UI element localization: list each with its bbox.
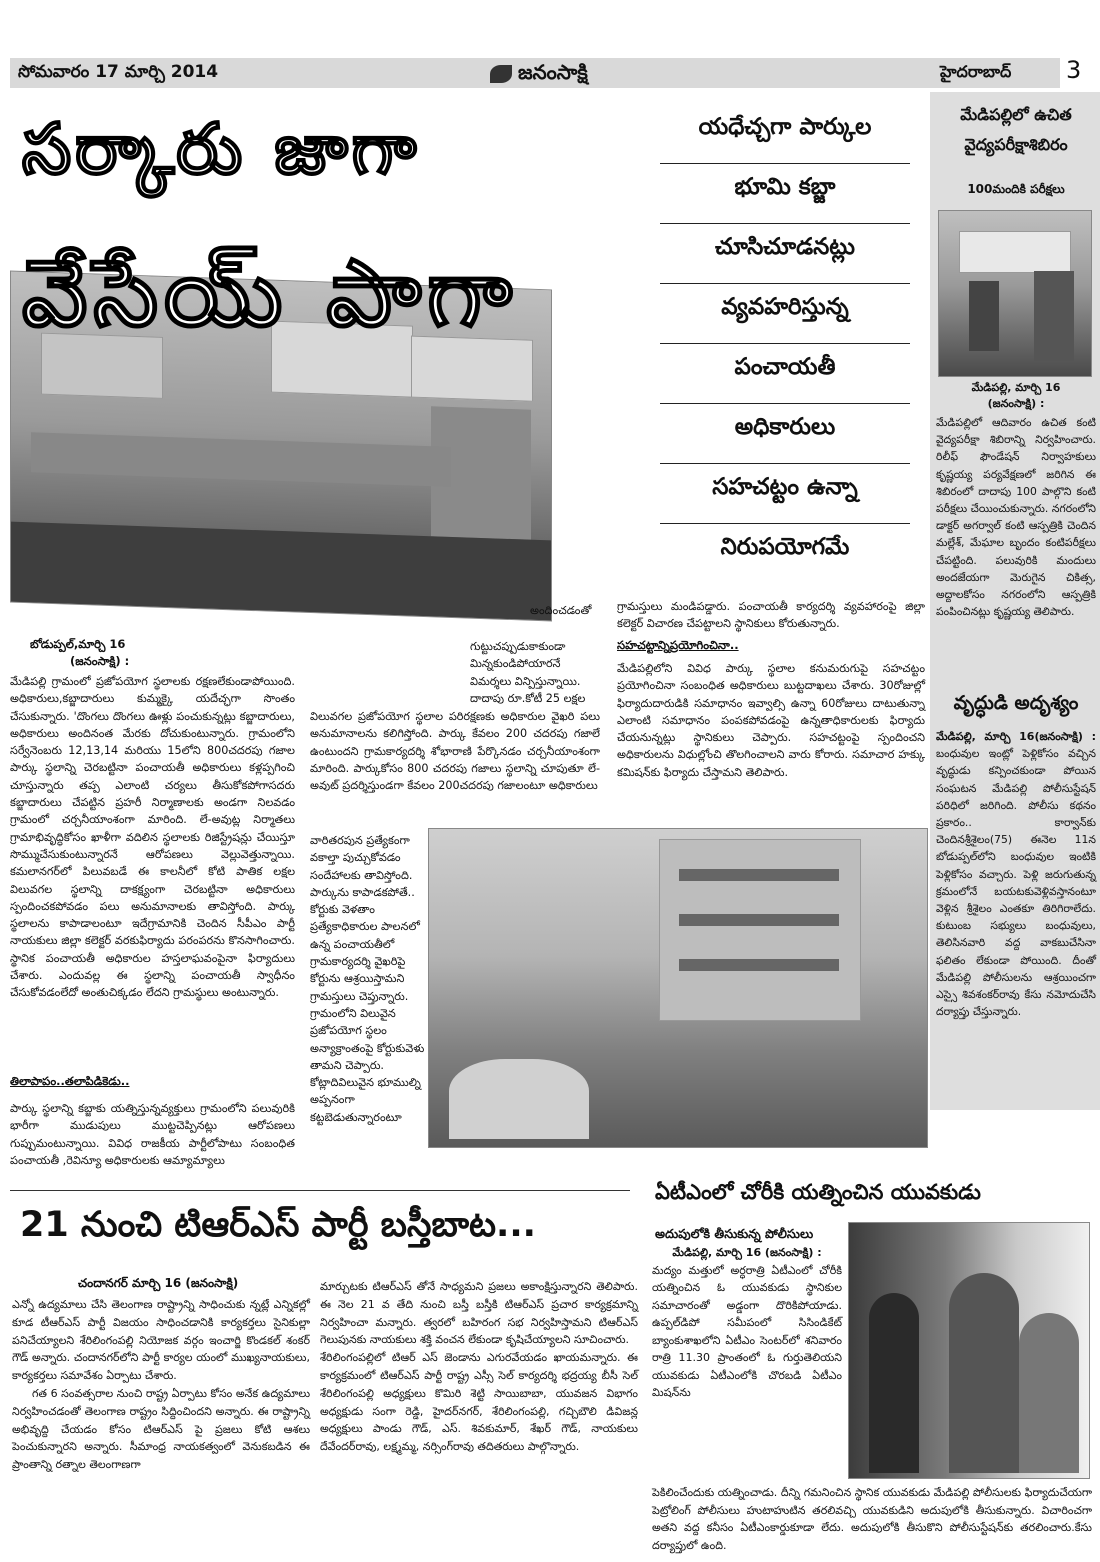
main-story-col2: విలువగల ప్రజోపయోగ స్థలాల పరిరక్షణకు అధికారుల వైఖరి పలు అనుమానాలను కలిగిస్తోంది. పార్కు కేవలం 200 చదరపు గజాలే ఉంటుందని గ్రామకార్యదర్శి శోభారాణి పేర్కొనడం చర్చనీయాంశంగా మారింది. పార్కుకోసం 800 చదరపు గజాలు స్థలాన్ని చూపుతూ లే-అవుట్ ప్రదర్శిస్తుండగా కేవలం 200చదరపు గజాలంటూ అధికారులు — [310, 710, 600, 793]
sidebar-dateline: మేడిపల్లి, మార్చి 16 (జనంసాక్షి) : — [971, 381, 1061, 410]
medical-camp-photo — [938, 210, 1092, 377]
atm-full-width-text: పెకిలించేందుకు యత్నించాడు. దీన్ని గమనించిన స్థానిక యువకుడు మేడిపల్లి పోలీసులకు ఫిర్యాదుచేయగా పెట్రోలింగ్ పోలీసులు హుటాహుటిన తరలివచ్చి యువకుడిని అదుపులోకి తీసుకున్నారు. విచారించగా అతని వద్ద కనీసం ఏటీఎంకార్డుకూడా లేదు. అదుపులోకి తీసుకొని పోలీసుస్టేషన్‌కు తరలించారు.కేసు దర్యాప్తులో ఉంది. — [652, 1486, 1092, 1552]
atm-police-photo — [848, 1222, 1090, 1479]
trs-col1: ఎన్నో ఉద్యమాలు చేసి తెలంగాణ రాష్ట్రాన్ని సాధించుకు న్నట్లే ఎన్నికల్లో కూడ టీఆర్‌ఎస్ పార్టీ విజయం సాధించడానికి కార్యకర్తలు సైనికుల్లా పనిచేయ్యాలని శేరిలింగంపల్లి నియోజక వర్గం ఇంచార్జి కొండకల్ శంకర్ గౌడ్ అన్నారు. చందానగర్‌లోని పార్టీ కార్యల యంలో ముఖ్యనాయకులు, కార్యకర్తలు సమావేశం ఏర్పాటు చేశారు. గత 6 సంవత్సరాల నుంచి రాష్ట్ర ఏర్పాటు కోసం అనేక ఉద్యమాలు నిర్వహించడంతో తెలంగాణ రాష్ట్రం సిద్దించిందని అన్నారు. ఈ రాష్ట్రాన్ని అభివృద్ది చేయడం కోసం టిఆర్‌ఎస్ పై ప్రజలు కోటి ఆశలు పెంచుకున్నారని అన్నారు. సీమాంధ్ర నాయకత్వంలో వెనుకబడిన ఈ ప్రాంతాన్ని రత్నాల తెలంగాణగా — [12, 1298, 310, 1472]
main-story-dateline: బోడుప్పల్,మార్చి 16 (జనంసాక్షి) : — [30, 637, 130, 668]
sidebar-story2-body: మేడిపల్లి, మార్చి 16(జనంసాక్షి) : బంధువుల ఇంట్లో పెళ్లికోసం వచ్చిన వృద్ధుడు కన్పించకుండా పోయిన సంఘటన మేడిపల్లి పోలీసుస్టేషన్ పరిధిలో జరిగింది. పోలీసు కథనం ప్రకారం.. కార్వాన్‌కు చెందినశ్రీశైలం(75) ఈనెల 11న బోడుప్పల్‌లోని బంధువుల ఇంటికి పెళ్లికోసం వచ్చారు. పెళ్లి జరుగుతున్న క్రమంలోనే బయటకువెళ్లివస్తానంటూ వెళ్లిన శ్రీశైలం ఎంతకూ తిరిగిరాలేదు. కుటుంబ సభ్యులు బంధువులు, తెలిసినవారి వద్ద వాకబుచేసినా ఫలితం లేకుండా పోయింది. దీంతో మేడిపల్లి పోలీసులను ఆశ్రయించగా ఎస్సై శివశంకర్‌రావు కేసు నమోదుచేసి దర్యాప్తు చేస్తున్నారు. — [936, 730, 1096, 1019]
subheading-list — [640, 104, 930, 583]
subhead-item: భూమి కబ్జా — [660, 164, 910, 224]
subhead-item: చూసిచూడనట్లు — [660, 224, 910, 284]
main-headline-line2: వేసేయ్ పాగా — [22, 240, 518, 347]
floating-text-b: గుట్టుచప్పుడుకాకుండా మిన్నకుండిపోయారనే విమర్శలు విన్పిస్తున్నాయి. దాదాపు రూ.కోటీ 25 లక్షల — [470, 640, 586, 705]
subhead-rti: సహచట్టాన్నిప్రయోగించినా.. — [617, 638, 739, 652]
subhead-item: నిరుపయోగమే — [720, 534, 850, 560]
trs-dateline: చందానగర్ మార్చి 16 (జనంసాక్షి) — [78, 1276, 239, 1290]
main-headline-line1: సర్కారు జాగా — [22, 108, 421, 190]
issue-date: సోమవారం 17 మార్చి 2014 — [18, 62, 219, 82]
subhead-item: సహచట్టం ఉన్నా — [660, 464, 910, 524]
subhead-item: పంచాయతీ — [660, 344, 910, 404]
leaf-icon — [490, 65, 512, 83]
section-divider — [10, 1190, 630, 1191]
subhead-tilapapam: తిలాపాపం..తలాపిడికెడు.. — [10, 1074, 130, 1088]
main-story-col3: గ్రామస్తులు మండిపడ్డారు. పంచాయతీ కార్యదర్శి వ్యవహారంపై జిల్లా కలెక్టర్ విచారణ చేపట్టాలని స్థానికులు కోరుతున్నారు. — [617, 600, 925, 631]
subhead-item: యధేచ్చగా పార్కుల — [660, 104, 910, 164]
main-story-col1: మేడిపల్లి గ్రామంలో ప్రజోపయోగ స్థలాలకు రక్షణలేకుండాపోయింది. అధికారులు,కబ్జాదారులు కుమ్మక్కై యదేచ్ఛగా సొంతం చేసుకున్నారు. 'దొంగలు దొంగలు ఊళ్లు పంచుకున్నట్లు కబ్జాదారులు, అధికారులు అందినంత మేరకు దోచుకుంటున్నారు. గ్రామంలోని సర్వేనెంబరు 12,13,14 మరియు 15లోని 800చదరపు గజాల పార్కు స్థలాన్ని చెరబట్టినా పంచాయతీ అధికారులు కళ్లప్పగించి చూస్తున్నారు తప్ప ఎలాంటి చర్యలు తీసుకోకపోగాసదరు కబ్జాదారులు చేపట్టిన ప్రహరీ నిర్మాణాలకు అండగా నిలవడం గ్రామంలో చర్చనీయాంశంగా మారింది. లే-అవుట్ల నిర్మాతలు గ్రామాభివృద్ధికోసం ఖాళీగా వదిలిన స్థలాలకు రిజిస్ట్రేషన్లు చేయిస్తూ సొమ్ముచేసుకుంటున్నారనే ఆరోపణలు వెల్లువెత్తున్నాయి. కమలానగర్‌లో పిలువబడే ఈ కాలనీలో కోటి పాతిక లక్షల విలువగల స్థలాన్ని దాకక్ష్యంగా చెరబట్టినా అధికారులు స్పందించకపోవడం పలు అనుమానాలకు తావిస్తోంది. పార్కు స్థలాలను కాపాడాలంటూ ఇదేగ్రామానికి చెందిన సీపీఎం పార్టీ నాయకులు జిల్లా కలెక్టర్ వరకుఫిర్యాదు పరంపరను కొనసాగించారు. స్థానిక పంచాయతీ అధికారుల హస్తలాఘవంపైనా ఫిర్యాదులు చేశారు. ఎందువల్ల ఈ స్థలాన్ని పంచాయతీ స్వాధీనం చేసుకోవడంలేదో అంతుచిక్కడం లేదని గ్రామస్థులు అంటున్నారు. — [10, 675, 295, 1000]
main-story-col1-cont: పార్కు స్థలాన్ని కబ్జాకు యత్నిస్తున్నవ్యక్తులు గ్రామంలోని పలువురికి భారీగా ముడుపులు ముట్టచెప్పినట్లు ఆరోపణలు గుప్పుమంటున్నాయి. వివిధ రాజకీయ పార్టీలోపాటు సంబంధిత పంచాయతీ ,రెవిన్యూ అధికారులకు ఆమ్యామ్యాలు — [10, 1102, 295, 1167]
sidebar-body: మేడిపల్లిలో ఆదివారం ఉచిత కంటి వైద్యపరీక్షా శిబిరాన్ని నిర్వహించారు. రిలీఫ్ ఫౌండేషన్ నిర్వాహకులు కృష్ణయ్య పర్యవేక్షణలో జరిగిన ఈ శిబిరంలో దాదాపు 100 పాల్గొని కంటి పరీక్షలు చేయించుకున్నారు. నగరంలోని డాక్టర్ అగర్వాల్ కంటి ఆస్పత్రికి చెందిన మల్లేశ్, మేఘాల బృందం కంటిపరీక్షలు చేపట్టింది. పలువురికి మందులు అందజేయగా మెరుగైన చికిత్స, అద్దాలకోసం నగరంలోని ఆస్పత్రికి పంపించినట్లు కృష్ణయ్య తెలిపారు. — [936, 416, 1096, 619]
park-land-photo — [428, 828, 928, 1148]
main-story-col2-cont: వారితరపున ప్రత్యేకంగా వకాల్తా పుచ్చుకోవడం సందేహాలకు తావిస్తోంది. పార్కును కాపాడకపోతే.. కోర్టుకు వెళతాం ప్రత్యేకాధికారుల పాలనలో ఉన్న పంచాయతీలో గ్రామకార్యదర్శి వైఖరిపై కోర్టును ఆశ్రయిస్తామని గ్రామస్తులు చెప్తున్నారు. గ్రామంలోని విలువైన ప్రజోపయోగ స్థలం అన్యాక్రాంతంపై కోర్టుకువెళు తామని చెప్పారు. కోట్లాదివిలువైన భూముల్ని అప్పనంగా కట్టబెడుతున్నారంటూ — [310, 834, 425, 1124]
atm-col: మేడిపల్లి, మార్చి 16 (జనంసాక్షి) : మద్యం మత్తులో అర్ధరాత్రి ఏటీఎంలో చోరీకి యత్నించిన ఓ యువకుడు స్థానికుల సమాచారంతో అడ్డంగా దొరికిపోయాడు. ఉప్పల్‌డిపో సమీపంలో సిసిండికేట్ బ్యాంకుశాఖలోని ఏటీఎం సెంటర్‌లో శనివారం రాత్రి 11.30 ప్రాంతంలో ఓ గుర్తుతెలియని యువకుడు ఏటీఎంలోకి చొరబడి ఏటీఎం మిషన్‌ను — [652, 1246, 842, 1399]
atm-headline: ఏటీఎంలో చోరీకి యత్నించిన యువకుడు — [655, 1180, 981, 1204]
atm-subhead: అదుపులోకి తీసుకున్న పోలీసులు — [655, 1226, 814, 1241]
newspaper-logo: జనంసాక్షి — [490, 60, 588, 89]
edition-city: హైదరాబాద్ — [940, 62, 1012, 81]
sidebar-story2-headline: వృద్ధుడి అదృశ్యం — [953, 692, 1079, 714]
floating-text-a: అందించడంతో — [530, 604, 592, 617]
subhead-item: వ్యవహరిస్తున్న — [660, 284, 910, 344]
main-story-col3-cont: మేడిపల్లిలోని వివిధ పార్కు స్థలాల కనుమరుగుపై సహచట్టం ప్రయోగించినా సంబంధిత అధికారులు బుట్టదాఖలు చేశారు. 30రోజుల్లో ఫిర్యాదుదారుడికి సమాధానం ఇవ్వాల్సి ఉన్నా 60రోజులు దాటుతున్నా ఎలాంటి సమాధానం పంపకపోవడంపై ఉన్నతాధికారులకు ఫిర్యాదు చేయనున్నట్లు స్థానికులు చెప్పారు. సహచట్టంపై స్పందించని అధికారులను విధుల్లోంచి తొలగించాలని వారు కోరారు. సమాచార హక్కు కమిషన్‌కు ఫిర్యాదు చేస్తామని తెలిపారు. — [617, 662, 925, 779]
sidebar-subhead: 100మందికి పరీక్షలు — [967, 182, 1065, 196]
subhead-item: అధికారులు — [660, 404, 910, 464]
sidebar-headline: మేడిపల్లిలో ఉచిత వైద్యపరీక్షాశిబిరం — [960, 105, 1072, 154]
trs-col2: మార్చుటకు టిఆర్‌ఎస్ తోనే సాధ్యమని ప్రజలు అకాంక్షిస్తున్నారని తెలిపారు. ఈ నెల 21 వ తేది నుంచి బస్తీ బస్తీకి టిఆర్‌ఎస్ ప్రచార కార్యక్రమాన్ని నిర్వహించా మన్నారు. త్వరలో బహిరంగ సభ నిర్వహిస్తామని టిఆర్‌ఎస్ గెలుపునకు నాయకులు శక్తి వంచన లేకుండా కృషిచేయ్యాలని సూచించారు. శేరిలింగంపల్లిలో టిఆర్ ఎస్ జెండాను ఎగురవేయడం ఖాయమన్నారు. ఈ కార్యక్రమంలో టిఆర్‌ఎస్ పార్టీ రాష్ట్ర ఎస్సీ సెల్ కార్యదర్శి భద్రయ్య బీసీ సెల్ శేరిలింగంపల్లి అధ్యక్షులు కొమిరి శెట్టి సాయిబాబా, యువజన విభాగం అధ్యక్షుడు సంగా రెడ్డి, హైదర్‌నగర్, శేరిలింగంపల్లి, గచ్చిబౌలి డివిజన్ల అధ్యక్షులు పాండు గౌడ్, ఎస్. శివకుమార్, శేఖర్ గౌడ్, నాయకులు దేవేందర్‌రావు, లక్ష్మమ్మ, నర్సింగ్‌రావు తదితరులు పాల్గొన్నారు. — [320, 1280, 638, 1454]
trs-headline: 21 నుంచి టిఆర్‌ఎస్ పార్టీ బస్తీబాట... — [20, 1205, 536, 1245]
page-number: 3 — [1066, 56, 1082, 84]
